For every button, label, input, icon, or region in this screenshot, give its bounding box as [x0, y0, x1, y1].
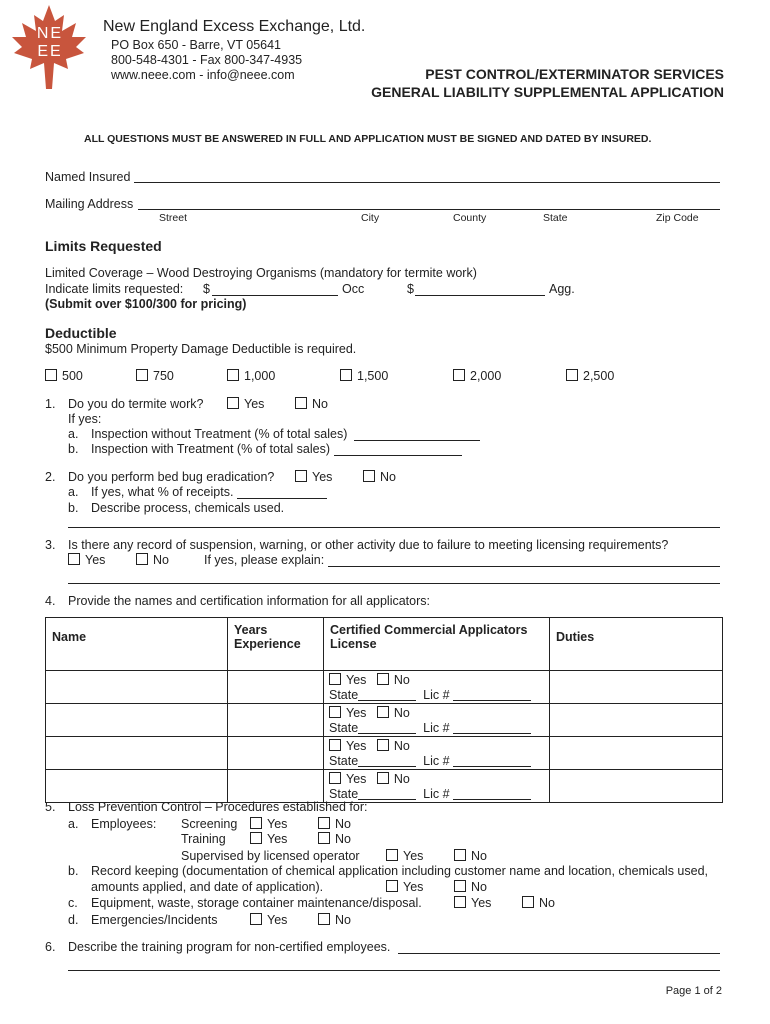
q3-text: Is there any record of suspension, warning, or other activity due to failure to meeting licensing requirements? [68, 538, 669, 552]
checkbox[interactable] [329, 739, 341, 751]
name-cell[interactable] [46, 737, 228, 770]
checkbox[interactable] [318, 832, 330, 844]
duties-cell[interactable] [550, 770, 723, 803]
table-row [46, 770, 723, 803]
q1-if-yes: If yes: [68, 412, 102, 426]
lic-field[interactable] [453, 766, 531, 767]
q6-field-2[interactable] [68, 970, 720, 971]
checkbox[interactable] [227, 397, 239, 409]
q5-screening-yes[interactable]: Yes [250, 817, 287, 831]
checkbox[interactable] [329, 706, 341, 718]
company-logo [8, 3, 90, 91]
checkbox[interactable] [227, 369, 239, 381]
q2-yes[interactable]: Yes [295, 470, 332, 484]
q5-text: Loss Prevention Control – Procedures established for: [68, 800, 368, 814]
limit-occ-field[interactable] [212, 295, 338, 296]
checkbox[interactable] [329, 673, 341, 685]
duties-cell[interactable] [550, 737, 723, 770]
years-cell[interactable] [228, 671, 324, 704]
checkbox[interactable] [136, 553, 148, 565]
q5-c-yes[interactable]: Yes [454, 896, 491, 910]
checkbox[interactable] [295, 470, 307, 482]
name-cell[interactable] [46, 770, 228, 803]
col-years-header: Years Experience [228, 618, 324, 671]
checkbox[interactable] [454, 880, 466, 892]
checkbox[interactable] [386, 849, 398, 861]
q1-a-text: Inspection without Treatment (% of total sales) [91, 427, 348, 441]
license-cell: Yes No State Lic # [324, 737, 550, 770]
q3-no[interactable]: No [136, 553, 169, 567]
checkbox[interactable] [453, 369, 465, 381]
q2-a-field[interactable] [237, 498, 327, 499]
col-license-header: Certified Commercial Applicators License [324, 618, 550, 671]
q5-c-no[interactable]: No [522, 896, 555, 910]
q2-b-letter: b. [68, 501, 79, 515]
street-label: Street [159, 212, 188, 224]
table-row [46, 671, 723, 704]
q5-training-yes[interactable]: Yes [250, 832, 287, 846]
years-cell[interactable] [228, 770, 324, 803]
checkbox[interactable] [250, 832, 262, 844]
checkbox[interactable] [377, 739, 389, 751]
title-line-1: PEST CONTROL/EXTERMINATOR SERVICES [425, 66, 724, 82]
state-label: State [543, 212, 568, 224]
mailing-address-label: Mailing Address [45, 197, 134, 211]
name-cell[interactable] [46, 671, 228, 704]
q5-a-letter: a. [68, 817, 79, 831]
q2-number: 2. [45, 470, 56, 484]
checkbox[interactable] [454, 849, 466, 861]
checkbox[interactable] [318, 913, 330, 925]
q2-no[interactable]: No [363, 470, 396, 484]
checkbox[interactable] [363, 470, 375, 482]
checkbox[interactable] [295, 397, 307, 409]
q5-screening-no[interactable]: No [318, 817, 351, 831]
named-insured-label: Named Insured [45, 170, 131, 184]
limits-indicate: Indicate limits requested: [45, 282, 184, 296]
checkbox[interactable] [318, 817, 330, 829]
q3-yes[interactable]: Yes [68, 553, 105, 567]
checkbox[interactable] [522, 896, 534, 908]
duties-cell[interactable] [550, 671, 723, 704]
checkbox[interactable] [377, 772, 389, 784]
lic-field[interactable] [453, 799, 531, 800]
q5-training: Training [181, 832, 226, 846]
q5-b-yes[interactable]: Yes [386, 880, 423, 894]
q5-d-no[interactable]: No [318, 913, 351, 927]
license-cell: Yes No State Lic # [324, 671, 550, 704]
state-field[interactable] [358, 733, 416, 734]
deductible-option-2500[interactable]: 2,500 [566, 369, 614, 383]
limits-submit-note: (Submit over $100/300 for pricing) [45, 297, 247, 311]
q3-explain-label: If yes, please explain: [204, 553, 325, 567]
state-field[interactable] [358, 700, 416, 701]
limits-line-1: Limited Coverage – Wood Destroying Organisms (mandatory for termite work) [45, 266, 477, 280]
limits-agg: Agg. [549, 282, 575, 296]
deductible-heading: Deductible [45, 325, 117, 341]
q5-b-text-2: amounts applied, and date of application). [91, 880, 324, 894]
q2-b-text: Describe process, chemicals used. [91, 501, 285, 515]
instruction: ALL QUESTIONS MUST BE ANSWERED IN FULL AND APPLICATION MUST BE SIGNED AND DATED BY INSURED. [84, 133, 652, 145]
q1-b-field[interactable] [334, 455, 462, 456]
checkbox[interactable] [68, 553, 80, 565]
deductible-option-500[interactable]: 500 [45, 369, 83, 383]
limits-heading: Limits Requested [45, 238, 162, 254]
deductible-option-2000[interactable]: 2,000 [453, 369, 501, 383]
lic-field[interactable] [453, 733, 531, 734]
q1-number: 1. [45, 397, 56, 411]
q1-text: Do you do termite work? [68, 397, 204, 411]
license-cell: Yes No State Lic # [324, 704, 550, 737]
limits-dollar-2: $ [407, 282, 414, 296]
limit-agg-field[interactable] [415, 295, 545, 296]
table-header-row [46, 618, 723, 671]
lic-field[interactable] [453, 700, 531, 701]
zip-label: Zip Code [656, 212, 699, 224]
q5-d-yes[interactable]: Yes [250, 913, 287, 927]
duties-cell[interactable] [550, 704, 723, 737]
checkbox[interactable] [377, 673, 389, 685]
q5-c-text: Equipment, waste, storage container maintenance/disposal. [91, 896, 422, 910]
q5-b-letter: b. [68, 864, 79, 878]
q1-no[interactable]: No [295, 397, 328, 411]
mailing-address-field[interactable] [138, 209, 720, 210]
q2-a-letter: a. [68, 485, 79, 499]
deductible-option-750[interactable]: 750 [136, 369, 174, 383]
checkbox[interactable] [250, 913, 262, 925]
applicators-table [45, 617, 723, 803]
q5-d-text: Emergencies/Incidents [91, 913, 218, 927]
q1-b-text: Inspection with Treatment (% of total sales) [91, 442, 330, 456]
page-number: Page 1 of 2 [665, 985, 722, 997]
deductible-note: $500 Minimum Property Damage Deductible is required. [45, 342, 357, 356]
q5-supervised-no[interactable]: No [454, 849, 487, 863]
city-label: City [361, 212, 380, 224]
checkbox[interactable] [377, 706, 389, 718]
name-cell[interactable] [46, 704, 228, 737]
company-phone: 800-548-4301 - Fax 800-347-4935 [111, 53, 303, 67]
q2-text: Do you perform bed bug eradication? [68, 470, 275, 484]
deductible-option-1500[interactable]: 1,500 [340, 369, 388, 383]
years-cell[interactable] [228, 737, 324, 770]
q5-supervised-yes[interactable]: Yes [386, 849, 423, 863]
checkbox[interactable] [340, 369, 352, 381]
q1-b-letter: b. [68, 442, 79, 456]
license-cell: Yes No State Lic # [324, 770, 550, 803]
q2-b-field[interactable] [68, 527, 720, 528]
q1-a-letter: a. [68, 427, 79, 441]
state-field[interactable] [358, 766, 416, 767]
q5-screening: Screening [181, 817, 238, 831]
named-insured-field[interactable] [134, 182, 720, 183]
checkbox[interactable] [386, 880, 398, 892]
table-row [46, 737, 723, 770]
q5-b-no[interactable]: No [454, 880, 487, 894]
col-duties-header: Duties [550, 618, 723, 671]
q5-c-letter: c. [68, 896, 78, 910]
q3-explain-field[interactable] [328, 566, 720, 567]
years-cell[interactable] [228, 704, 324, 737]
checkbox[interactable] [250, 817, 262, 829]
q5-employees: Employees: [91, 817, 157, 831]
checkbox[interactable] [136, 369, 148, 381]
limits-occ: Occ [342, 282, 365, 296]
q3-explain-field-2[interactable] [68, 583, 720, 584]
table-row [46, 704, 723, 737]
q2-a-text: If yes, what % of receipts. [91, 485, 234, 499]
checkbox[interactable] [45, 369, 57, 381]
title-line-2: GENERAL LIABILITY SUPPLEMENTAL APPLICATION [371, 84, 724, 100]
checkbox[interactable] [566, 369, 578, 381]
logo-text: NE EE [36, 25, 64, 60]
q3-number: 3. [45, 538, 56, 552]
limits-dollar-1: $ [203, 282, 210, 296]
q4-number: 4. [45, 594, 56, 608]
q6-text: Describe the training program for non-certified employees. [68, 940, 391, 954]
checkbox[interactable] [329, 772, 341, 784]
company-name: New England Excess Exchange, Ltd. [103, 18, 366, 35]
checkbox[interactable] [454, 896, 466, 908]
q5-training-no[interactable]: No [318, 832, 351, 846]
county-label: County [453, 212, 487, 224]
q5-d-letter: d. [68, 913, 79, 927]
q1-a-field[interactable] [354, 440, 480, 441]
q5-number: 5. [45, 800, 56, 814]
col-name-header: Name [46, 618, 228, 671]
q5-supervised: Supervised by licensed operator [181, 849, 360, 863]
q5-b-text-1: Record keeping (documentation of chemical application including customer name and location, chemicals used, [91, 864, 709, 878]
company-web: www.neee.com - info@neee.com [111, 68, 295, 82]
q6-field[interactable] [398, 953, 720, 954]
deductible-option-1000[interactable]: 1,000 [227, 369, 275, 383]
q4-text: Provide the names and certification information for all applicators: [68, 594, 430, 608]
q1-yes[interactable]: Yes [227, 397, 264, 411]
company-address: PO Box 650 - Barre, VT 05641 [111, 38, 282, 52]
q6-number: 6. [45, 940, 56, 954]
